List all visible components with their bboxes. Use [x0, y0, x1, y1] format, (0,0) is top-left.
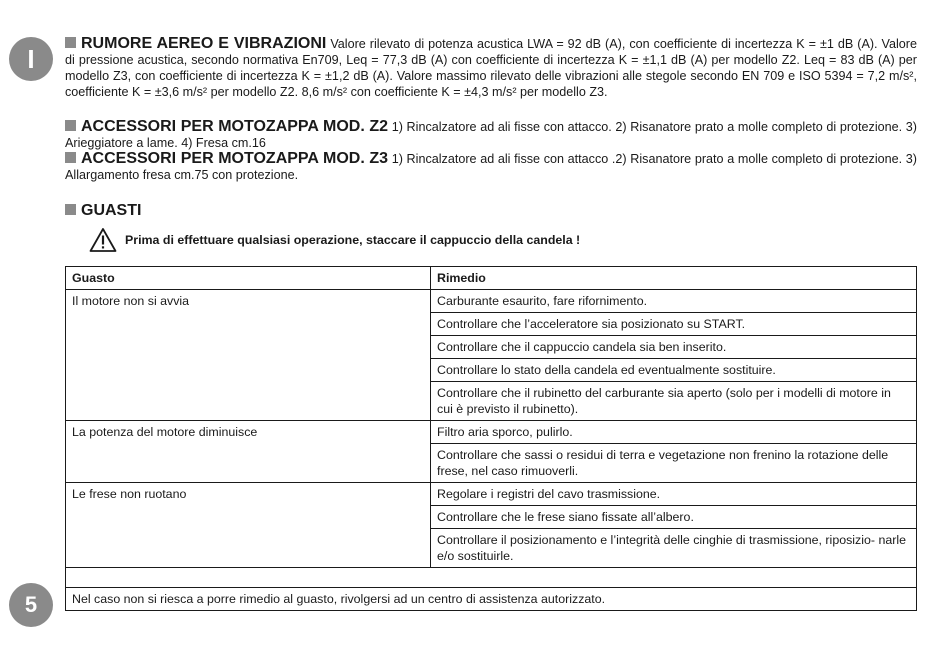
warning-text: Prima di effettuare qualsiasi operazione, staccare il cappuccio della candela ! [125, 233, 581, 247]
table-row [66, 290, 917, 313]
fault-cell: La potenza del motore diminuisce [66, 421, 431, 483]
remedy-cell: Filtro aria sporco, pulirlo. [431, 421, 917, 444]
remedy-cell: Controllare che il rubinetto del carburante sia aperto (solo per i modelli di motore in cui è previsto il rubinetto). [431, 382, 917, 421]
fault-cell: Il motore non si avvia [66, 290, 431, 421]
section-bullet-icon [65, 152, 76, 163]
language-badge: I [9, 37, 53, 81]
remedy-cell: Carburante esaurito, fare rifornimento. [431, 290, 917, 313]
accessories-z2-section [65, 119, 917, 151]
faults-heading: GUASTI [65, 201, 917, 221]
table-footer-row [66, 588, 917, 611]
section-text: 1) Rincalzatore ad ali fisse con attacco .2) Risanatore prato a molle completo di protezione. 3) Allargamento fresa cm.75 con protezione. [65, 152, 918, 182]
accessories-z3-section [65, 151, 917, 183]
section-text: Valore rilevato di potenza acustica LWA = 92 dB (A), con coefficiente di incertezza K = ±1 dB (A). Valore di pressione acustica, secondo normativa En709, Leq = 77,3 dB (A) con coefficiente di incertezza K = ±1,1 dB (A) per modello Z2. Leq = 83 dB (A) per modello Z3, con coefficiente di incertezza K = ±1,2 dB (A). Valore massimo rilevato delle vibrazioni alle stegole secondo EN 709 e ISO 5394 = 7,2 m/s², coefficiente K = ±3,6 m/s² per modello Z2. 8,6 m/s² con coefficiente K = ±4,3 m/s² per modello Z3. [65, 37, 918, 99]
table-row [66, 421, 917, 444]
remedy-cell: Controllare che l’acceleratore sia posizionato su START. [431, 313, 917, 336]
remedy-cell: Controllare lo stato della candela ed eventualmente sostituire. [431, 359, 917, 382]
footer-note: Nel caso non si riesca a porre rimedio al guasto, rivolgersi ad un centro di assistenza autorizzato. [66, 588, 917, 611]
page-number-badge: 5 [9, 583, 53, 627]
fault-column-header: Guasto [66, 267, 431, 290]
empty-cell [66, 568, 917, 588]
table-row [66, 483, 917, 506]
section-bullet-icon [65, 37, 76, 48]
empty-row [66, 568, 917, 588]
remedy-cell: Controllare che sassi o residui di terra e vegetazione non frenino la rotazione delle frese, nel caso rimuoverli. [431, 444, 917, 483]
remedy-cell: Regolare i registri del cavo trasmissione. [431, 483, 917, 506]
remedy-column-header: Rimedio [431, 267, 917, 290]
section-heading: RUMORE AEREO E VIBRAZIONI [81, 35, 327, 52]
table-header-row [66, 267, 917, 290]
noise-vibration-section [65, 36, 917, 100]
remedy-cell: Controllare il posizionamento e l’integrità delle cinghie di trasmissione, riposizio- narle e/o sostituirle. [431, 529, 917, 568]
fault-cell: Le frese non ruotano [66, 483, 431, 568]
section-bullet-icon [65, 120, 76, 131]
warning-triangle-icon [89, 227, 117, 253]
remedy-cell: Controllare che il cappuccio candela sia ben inserito. [431, 336, 917, 359]
section-text: 1) Rincalzatore ad ali fisse con attacco. 2) Risanatore prato a molle completo di protezione. 3) Arieggiatore a lame. 4) Fresa cm.16 [65, 120, 918, 150]
warning-notice [89, 225, 917, 255]
remedy-cell: Controllare che le frese siano fissate all’albero. [431, 506, 917, 529]
page-content [65, 36, 917, 611]
section-heading: ACCESSORI PER MOTOZAPPA MOD. Z3 [81, 150, 389, 167]
troubleshooting-table [65, 266, 917, 611]
section-bullet-icon [65, 204, 76, 215]
section-heading: ACCESSORI PER MOTOZAPPA MOD. Z2 [81, 118, 389, 135]
